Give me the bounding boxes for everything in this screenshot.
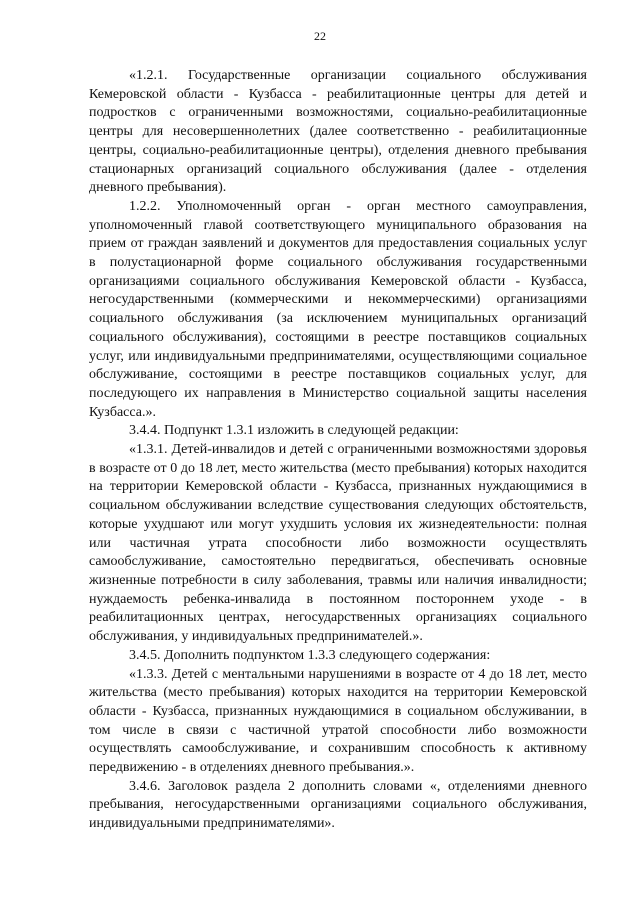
paragraph-1-2-2: 1.2.2. Уполномоченный орган - орган местного самоуправления, уполномоченный главой соответствующего муниципального образования на прием от граждан заявлений и документов для предоставления социальных услуг в полустационарной форме социального обслуживания государственными организациями социального обслуживания Кемеровской области - Кузбасса, негосударственными (коммерческими и некоммерческими) организациями социального обслуживания (за исключением муниципальных организаций социального обслуживания), состоящими в реестре поставщиков социальных услуг, или индивидуальными предпринимателями, осуществляющими социальное обслуживание, состоящими в реестре поставщиков социальных услуг, для последующего их направления в Министерство социальной защиты населения Кузбасса.».	[89, 198, 587, 420]
page-number: 22	[314, 29, 326, 43]
paragraph-1-3-3: «1.3.3. Детей с ментальными нарушениями в возрасте от 4 до 18 лет, место жительства (место пребывания) которых находится на территории Кемеровской области - Кузбасса, признанных нуждающимися в социальном обслуживании, в том числе в связи с частичной утратой способности либо возможности осуществлять самообслуживание, и сохранившим способность к активному передвижению - в отделениях дневного пребывания.».	[89, 666, 587, 776]
document-body	[89, 67, 587, 834]
paragraph-3-4-5: 3.4.5. Дополнить подпунктом 1.3.3 следующего содержания:	[129, 647, 491, 663]
paragraph-1-3-1: «1.3.1. Детей-инвалидов и детей с ограниченными возможностями здоровья в возрасте от 0 до 18 лет, место жительства (место пребывания) которых находится на территории Кемеровской области - Кузбасса, признанных нуждающимися в социальном обслуживании вследствие существования следующих обстоятельств, которые ухудшают или могут ухудшить условия их жизнедеятельности: полная или частичная утрата способности либо возможности осуществлять самообслуживание, самостоятельно передвигаться, обеспечивать основные жизненные потребности в силу заболевания, травмы или наличия инвалидности; нуждаемость ребенка-инвалида в постоянном постороннем уходе - в реабилитационных центрах, негосударственных организациях социального обслуживания, у индивидуальных предпринимателей.».	[89, 442, 587, 645]
paragraph-3-4-4: 3.4.4. Подпункт 1.3.1 изложить в следующей редакции:	[129, 423, 459, 439]
paragraph-1-2-1: «1.2.1. Государственные организации социального обслуживания Кемеровской области - Кузбасса - реабилитационные центры для детей и подростков с ограниченными возможностями, социально-реабилитационные центры для несовершеннолетних (далее соответственно - реабилитационные центры, социально-реабилитационные центры), отделения дневного пребывания стационарных организаций социального обслуживания (далее - отделения дневного пребывания).	[89, 68, 587, 196]
paragraph-3-4-6: 3.4.6. Заголовок раздела 2 дополнить словами «, отделениями дневного пребывания, негосударственными организациями социального обслуживания, индивидуальными предпринимателями».	[89, 778, 587, 832]
